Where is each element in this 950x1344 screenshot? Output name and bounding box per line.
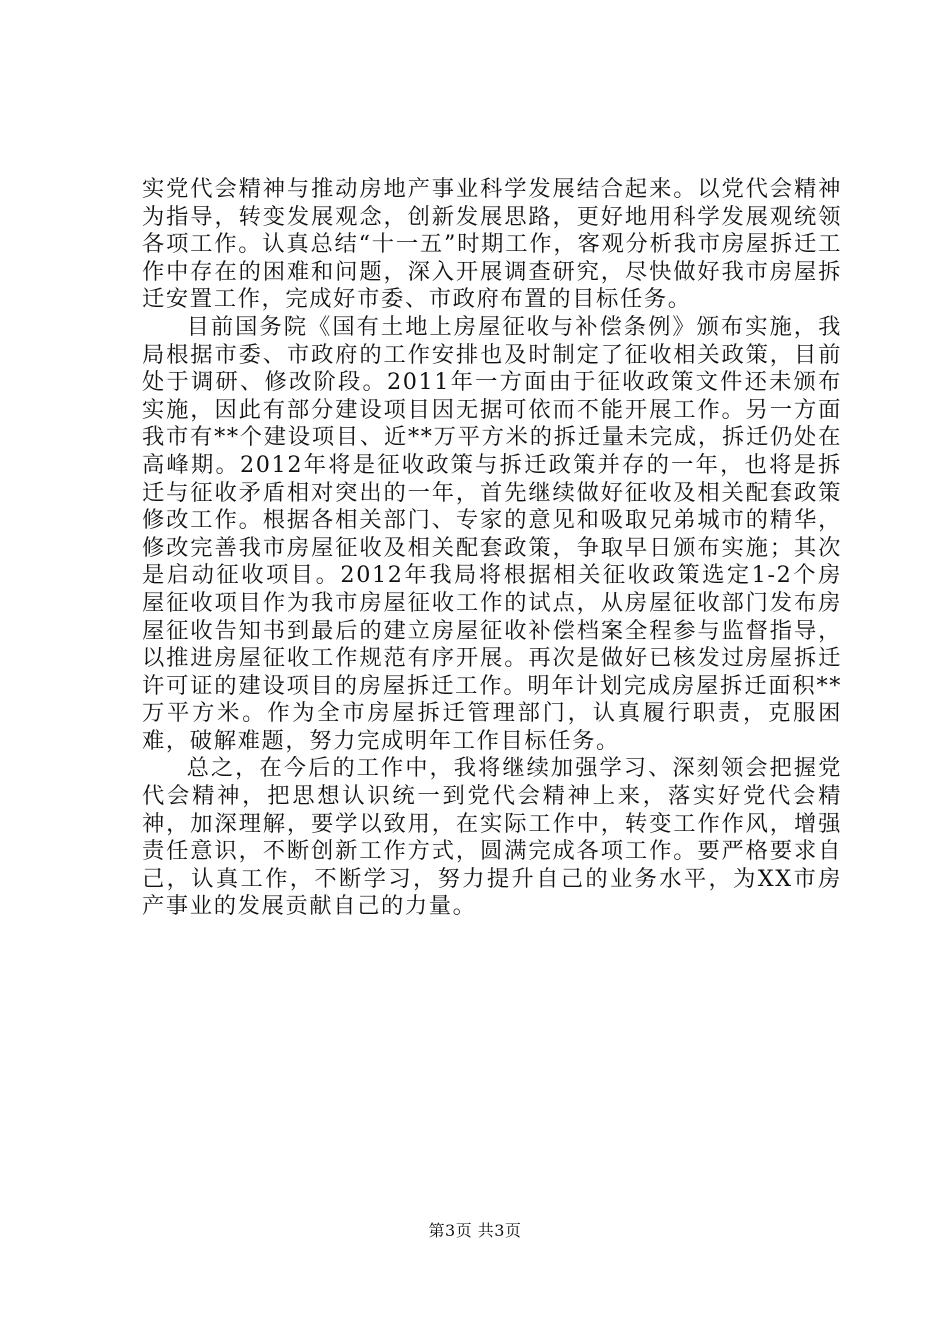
paragraph-expropriation-policy: 目前国务院《国有土地上房屋征收与补偿条例》颁布实施，我局根据市委、市政府的工作安排也及时制定了征收相关政策，目前处于调研、修改阶段。2011年一方面由于征收政策文件还未颁布实施，因此有部分建设项目因无据可依而不能开展工作。另一方面我市有**个建设项目、近**万平方米的拆迁量未完成，拆迁仍处在高峰期。2012年将是征收政策与拆迁政策并存的一年，也将是拆迁与征收矛盾相对突出的一年，首先继续做好征收及相关配套政策修改工作。根据各相关部门、专家的意见和吸取兄弟城市的精华，修改完善我市房屋征收及相关配套政策，争取早日颁布实施；其次是启动征收项目。2012年我局将根据相关征收政策选定1-2个房屋征收项目作为我市房屋征收工作的试点，从房屋征收部门发布房屋征收告知书到最后的建立房屋征收补偿档案全程参与监督指导，以推进房屋征收工作规范有序开展。再次是做好已核发过房屋拆迁许可证的建设项目的房屋拆迁工作。明年计划完成房屋拆迁面积**万平方米。作为全市房屋拆迁管理部门，认真履行职责，克服困难，破解难题，努力完成明年工作目标任务。 <box>142 313 842 754</box>
document-body <box>142 176 842 921</box>
paragraph-continuation: 实党代会精神与推动房地产事业科学发展结合起来。以党代会精神为指导，转变发展观念，创新发展思路，更好地用科学发展观统领各项工作。认真总结“十一五”时期工作，客观分析我市房屋拆迁工作中存在的困难和问题，深入开展调查研究，尽快做好我市房屋拆迁安置工作，完成好市委、市政府布置的目标任务。 <box>142 176 842 313</box>
page-footer: 第3页 共3页 <box>428 1221 522 1240</box>
paragraph-conclusion: 总之，在今后的工作中，我将继续加强学习、深刻领会把握党代会精神，把思想认识统一到党代会精神上来，落实好党代会精神，加深理解，要学以致用，在实际工作中，转变工作作风，增强责任意识，不断创新工作方式，圆满完成各项工作。要严格要求自己，认真工作，不断学习，努力提升自己的业务水平，为XX市房产事业的发展贡献自己的力量。 <box>142 755 842 920</box>
